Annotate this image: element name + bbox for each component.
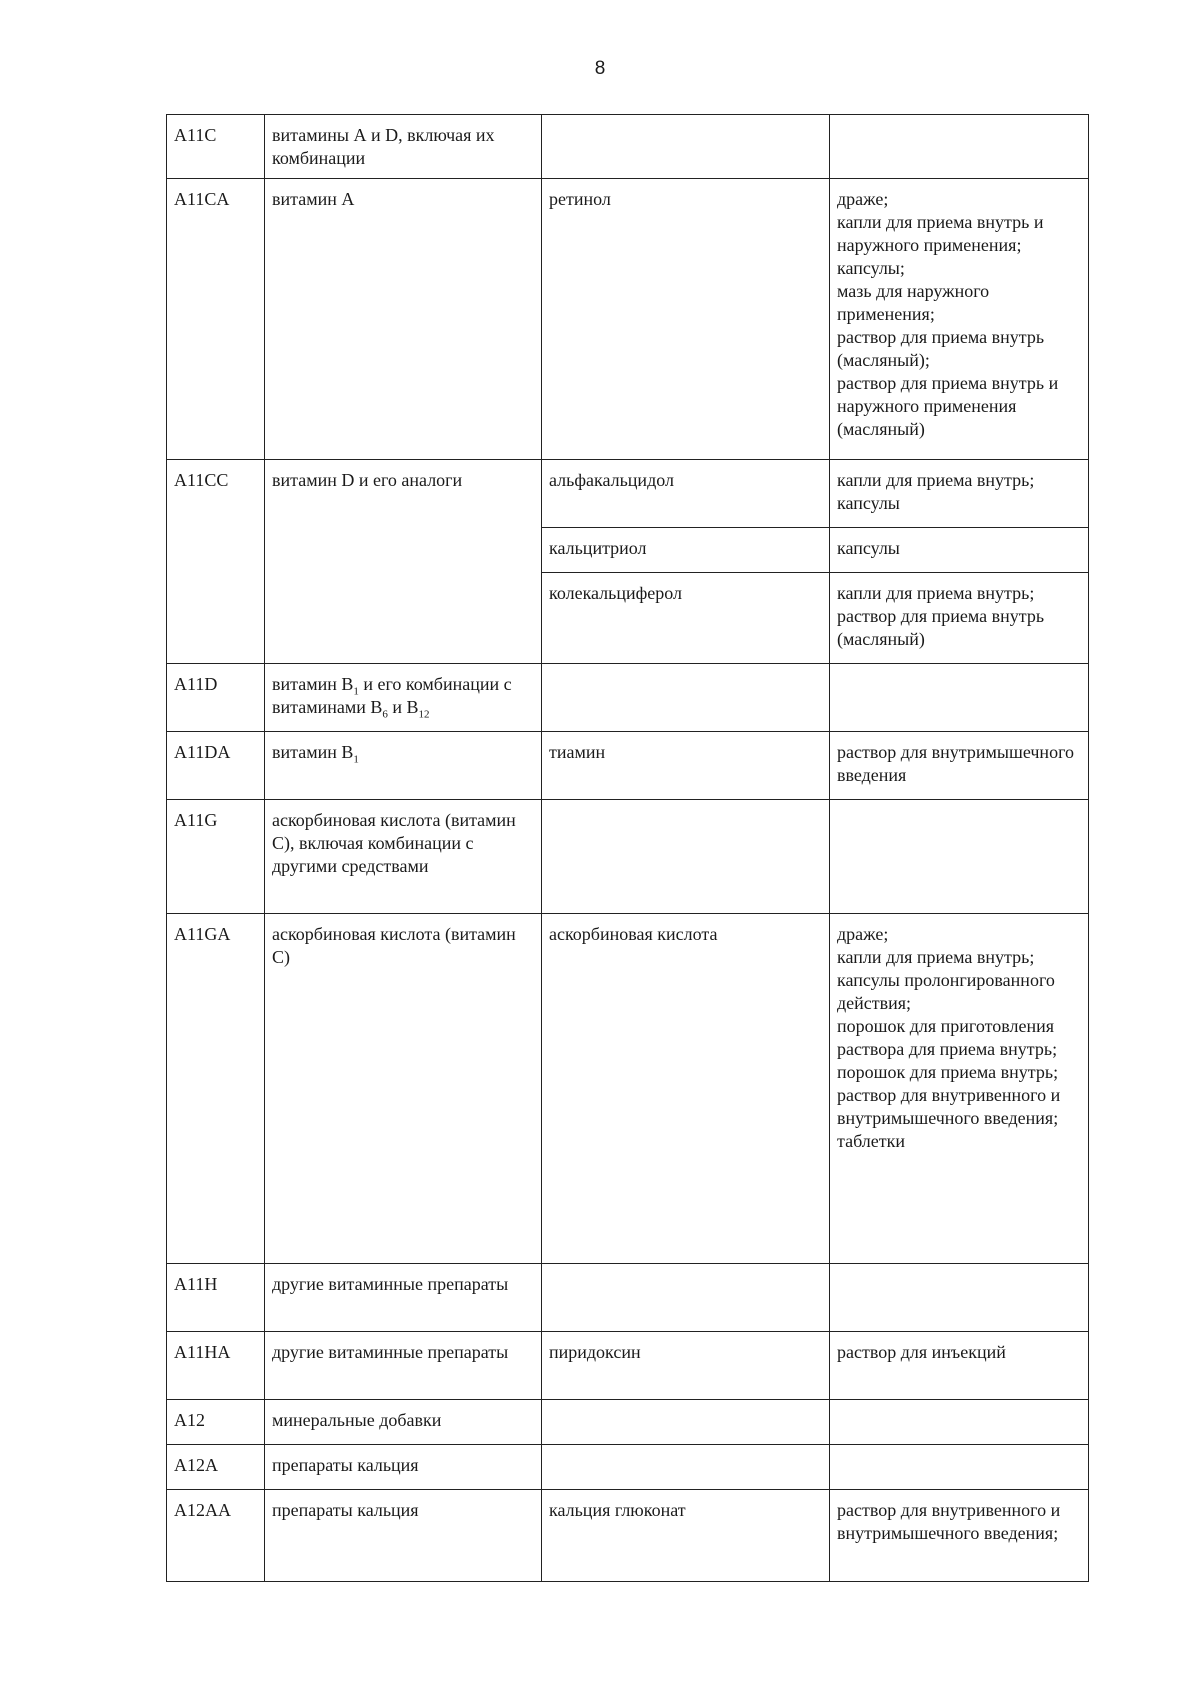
table-row [167,732,1089,800]
dosage-form: раствор для внутривенного и внутримышечного введения; [837,1085,1061,1128]
table-row [167,1445,1089,1490]
dosage-form: капли для приема внутрь; [837,583,1035,603]
inn-cell: колекальциферол [542,573,830,664]
inn-cell [542,664,830,732]
table-row [167,1264,1089,1332]
dosage-form: капсулы пролонгированного действия; [837,970,1055,1013]
dosage-forms-cell [830,1400,1089,1445]
table-row [167,664,1089,732]
dosage-forms-cell [830,528,1089,573]
subscript: 1 [353,685,359,698]
dosage-forms-cell [830,573,1089,664]
group-name-cell: аскорбиновая кислота (витамин С) [265,914,542,1264]
table-row [167,1332,1089,1400]
dosage-form: мазь для наружного применения; [837,281,990,324]
group-text: и его комбинации с витаминами B [272,674,512,717]
subscript: 12 [418,708,430,721]
dosage-form: капсулы; [837,258,905,278]
atc-code-cell: A11GA [167,914,265,1264]
inn-cell: кальция глюконат [542,1490,830,1582]
group-text: витамин B [272,742,354,762]
table-row [167,115,1089,179]
atc-code-cell: A11CC [167,460,265,664]
dosage-forms-cell [830,1490,1089,1582]
atc-code-cell: A12AA [167,1490,265,1582]
atc-code-cell: A11C [167,115,265,179]
dosage-forms-cell [830,115,1089,179]
group-name-cell: препараты кальция [265,1445,542,1490]
dosage-forms-cell [830,914,1089,1264]
subscript: 1 [353,753,359,766]
atc-code-cell: A11D [167,664,265,732]
inn-cell: пиридоксин [542,1332,830,1400]
atc-code-cell: A11DA [167,732,265,800]
inn-cell [542,800,830,914]
inn-cell: кальцитриол [542,528,830,573]
atc-code-cell: A12 [167,1400,265,1445]
table-row [167,914,1089,1264]
inn-cell [542,1400,830,1445]
inn-cell: тиамин [542,732,830,800]
subscript: 6 [382,708,388,721]
atc-code-cell: A11H [167,1264,265,1332]
dosage-form: раствор для приема внутрь (масляный) [837,606,1045,649]
table-row [167,800,1089,914]
group-name-cell: витамин А [265,179,542,460]
dosage-form: таблетки [837,1131,906,1151]
table-row [167,1490,1089,1582]
dosage-form: капсулы [837,538,900,558]
group-name-cell: другие витаминные препараты [265,1332,542,1400]
dosage-forms-cell [830,1264,1089,1332]
dosage-forms-cell [830,460,1089,528]
dosage-form: капсулы [837,493,900,513]
dosage-forms-cell [830,179,1089,460]
group-name-cell: препараты кальция [265,1490,542,1582]
group-name-cell [265,664,542,732]
group-name-cell: другие витаминные препараты [265,1264,542,1332]
dosage-forms-cell [830,1332,1089,1400]
group-name-cell: витамин D и его аналоги [265,460,542,664]
group-name-cell [265,732,542,800]
dosage-forms-cell [830,664,1089,732]
dosage-form: капли для приема внутрь; [837,470,1035,490]
atc-code-cell: A11HA [167,1332,265,1400]
atc-code-cell: A12A [167,1445,265,1490]
dosage-form: раствор для внутривенного и внутримышечного введения; [837,1500,1061,1543]
group-name-cell: витамины А и D, включая их комбинации [265,115,542,179]
dosage-form: капли для приема внутрь; [837,947,1035,967]
table-row [167,1400,1089,1445]
dosage-form: раствор для приема внутрь (масляный); [837,327,1045,370]
group-name-cell: аскорбиновая кислота (витамин С), включая комбинации с другими средствами [265,800,542,914]
dosage-form: капли для приема внутрь и наружного применения; [837,212,1044,255]
dosage-form: раствор для приема внутрь и наружного применения (масляный) [837,373,1059,439]
inn-cell: альфакальцидол [542,460,830,528]
dosage-form: порошок для приготовления раствора для приема внутрь; [837,1016,1058,1059]
dosage-form: драже; [837,924,889,944]
group-text: витамин B [272,674,354,694]
dosage-forms-cell [830,1445,1089,1490]
atc-code-cell: A11CA [167,179,265,460]
dosage-form: драже; [837,189,889,209]
group-name-cell: минеральные добавки [265,1400,542,1445]
atc-code-cell: A11G [167,800,265,914]
atc-drug-table [166,114,1089,1582]
dosage-form: раствор для внутримышечного введения [837,742,1074,785]
inn-cell: аскорбиновая кислота [542,914,830,1264]
inn-cell [542,1264,830,1332]
dosage-forms-cell [830,800,1089,914]
dosage-forms-cell [830,732,1089,800]
dosage-form: порошок для приема внутрь; [837,1062,1059,1082]
inn-cell [542,115,830,179]
table-row [167,179,1089,460]
dosage-form: раствор для инъекций [837,1342,1006,1362]
inn-cell [542,1445,830,1490]
group-text: и B [387,697,419,717]
inn-cell: ретинол [542,179,830,460]
page-number: 8 [594,58,606,79]
table-row [167,460,1089,528]
